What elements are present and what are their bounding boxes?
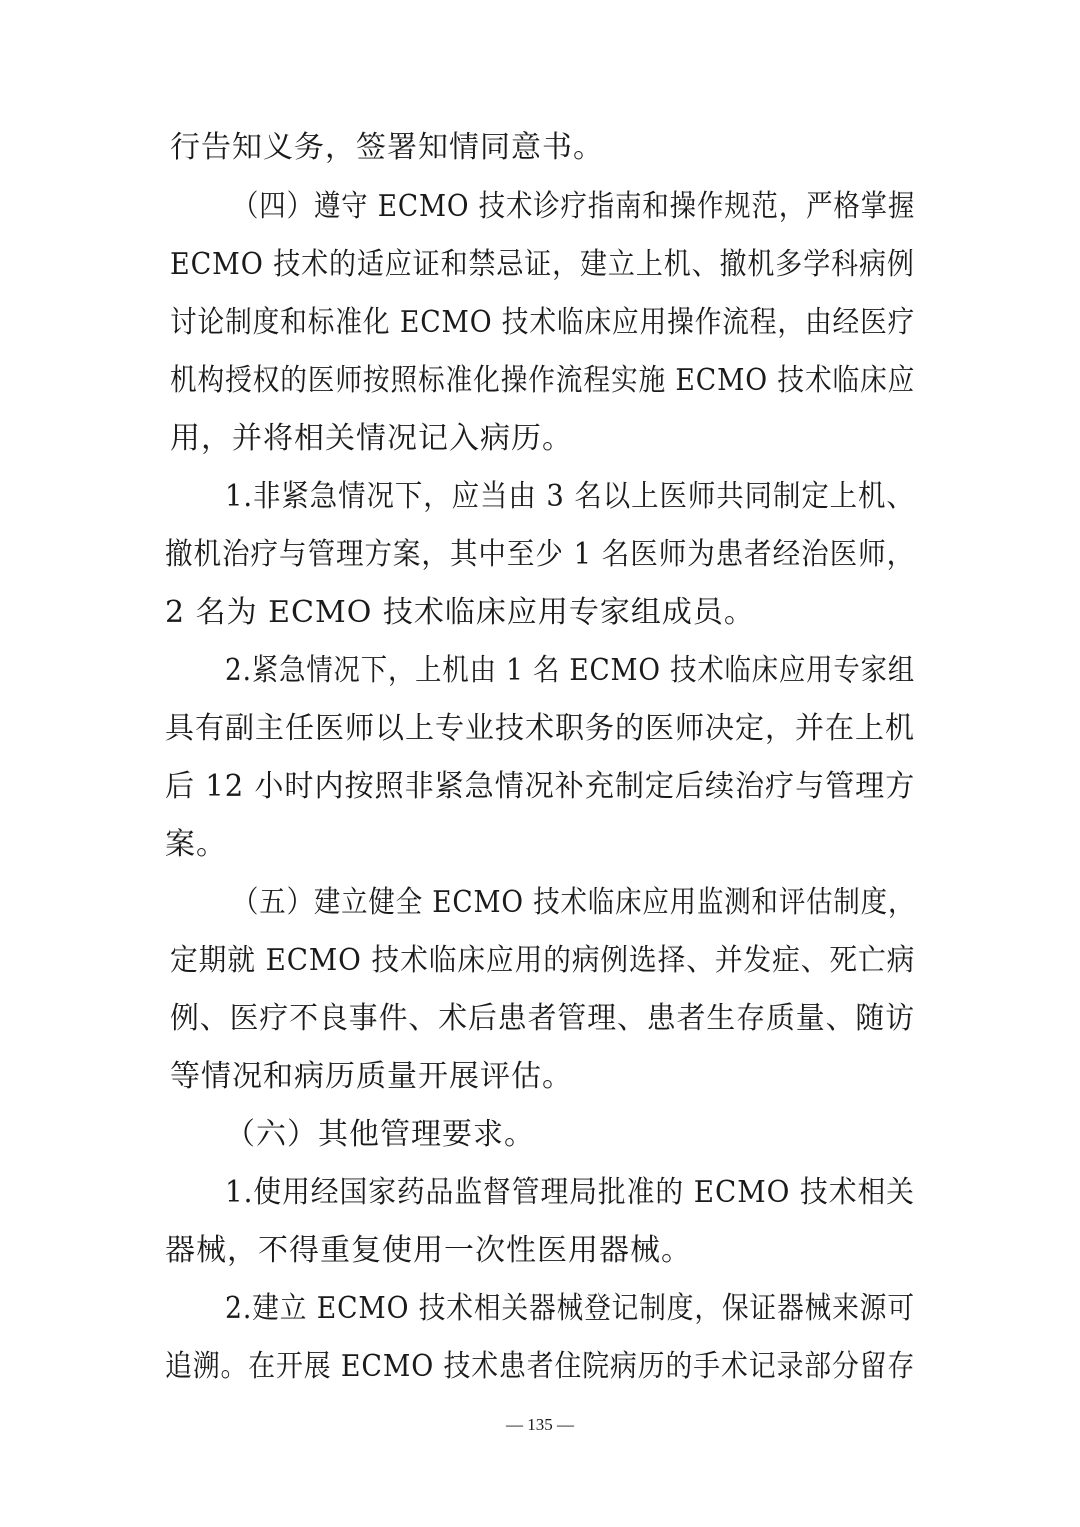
text-line: 行告知义务，签署知情同意书。 <box>170 130 604 165</box>
text-line: 案。 <box>165 827 227 862</box>
text-line: 1.非紧急情况下，应当由 3 名以上医师共同制定上机、 <box>225 479 915 514</box>
text-line: （五）建立健全 ECMO 技术临床应用监测和评估制度， <box>232 885 916 920</box>
text-line: 讨论制度和标准化 ECMO 技术临床应用操作流程，由经医疗 <box>170 305 916 340</box>
text-line: 后 12 小时内按照非紧急情况补充制定后续治疗与管理方 <box>165 769 916 804</box>
text-line: 例、医疗不良事件、术后患者管理、患者生存质量、随访 <box>170 1001 916 1036</box>
text-line: 定期就 ECMO 技术临床应用的病例选择、并发症、死亡病 <box>170 943 916 978</box>
text-line: 等情况和病历质量开展评估。 <box>170 1059 573 1094</box>
text-line: 用，并将相关情况记入病历。 <box>170 421 573 456</box>
text-line: 追溯。在开展 ECMO 技术患者住院病历的手术记录部分留存 <box>165 1349 916 1384</box>
text-line: 2 名为 ECMO 技术临床应用专家组成员。 <box>165 595 755 630</box>
text-line: 机构授权的医师按照标准化操作流程实施 ECMO 技术临床应 <box>170 363 916 398</box>
text-line: 1.使用经国家药品监督管理局批准的 ECMO 技术相关 <box>225 1175 915 1210</box>
text-line: （六）其他管理要求。 <box>225 1117 535 1152</box>
text-line: 撤机治疗与管理方案，其中至少 1 名医师为患者经治医师， <box>165 537 916 572</box>
text-line: ECMO 技术的适应证和禁忌证，建立上机、撤机多学科病例 <box>170 247 915 282</box>
page-number: — 135 — <box>506 1415 574 1434</box>
text-line: 2.紧急情况下，上机由 1 名 ECMO 技术临床应用专家组 <box>225 653 916 688</box>
text-line: 具有副主任医师以上专业技术职务的医师决定，并在上机 <box>165 711 915 746</box>
text-line: 2.建立 ECMO 技术相关器械登记制度，保证器械来源可 <box>225 1291 915 1326</box>
text-line: （四）遵守 ECMO 技术诊疗指南和操作规范，严格掌握 <box>232 189 916 224</box>
text-line: 器械，不得重复使用一次性医用器械。 <box>165 1233 692 1268</box>
